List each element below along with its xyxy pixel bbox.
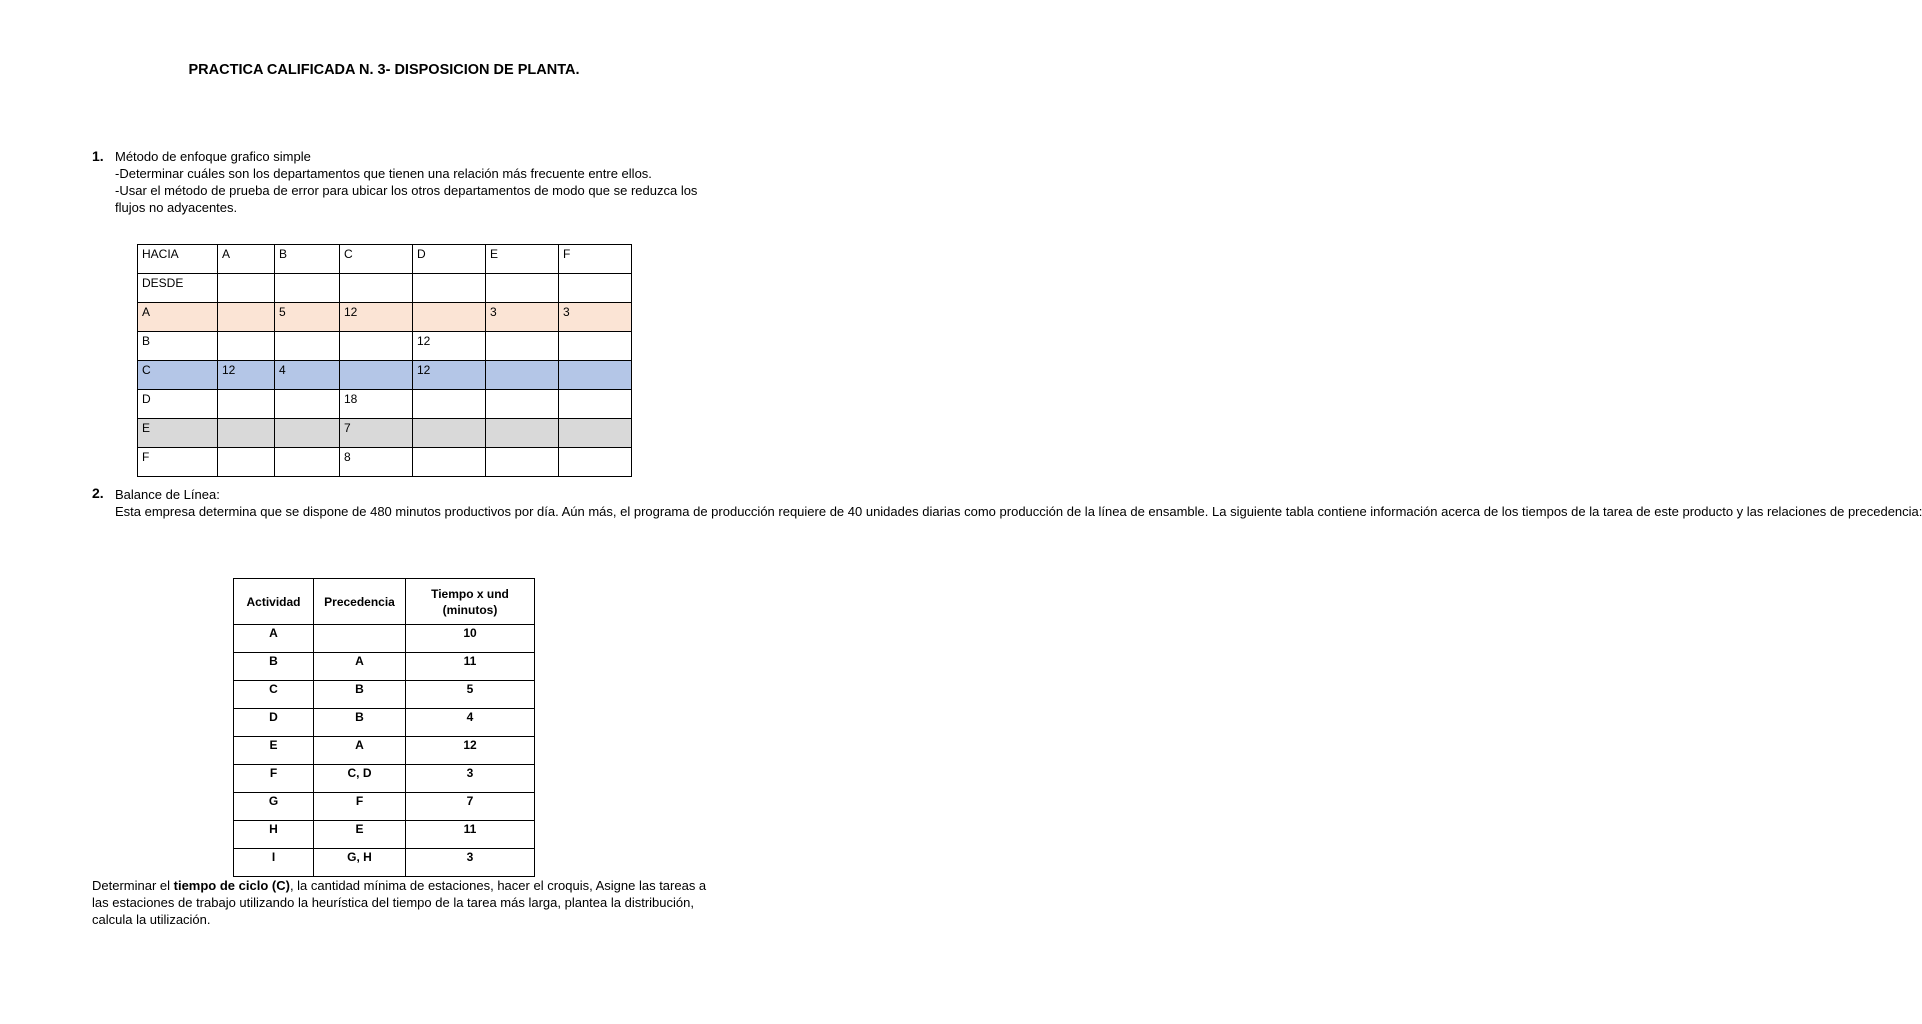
flow-cell: 3 (486, 303, 559, 332)
flow-cell (413, 274, 486, 303)
flow-row-label: E (138, 419, 218, 448)
flow-header-cell: B (275, 245, 340, 274)
precedence-cell: B (314, 681, 406, 709)
section-2-heading: Balance de Línea: (115, 487, 220, 502)
activity-cell: A (234, 625, 314, 653)
section-2-text (115, 486, 1922, 520)
activity-cell: C (234, 681, 314, 709)
flow-cell: 12 (413, 332, 486, 361)
flow-row-label: F (138, 448, 218, 477)
flow-row-label: D (138, 390, 218, 419)
time-cell: 11 (406, 653, 535, 681)
flow-cell: 4 (275, 361, 340, 390)
time-cell: 12 (406, 737, 535, 765)
flow-cell: 12 (413, 361, 486, 390)
section-2-paragraph: Esta empresa determina que se dispone de 480 minutos productivos por día. Aún más, el programa de producción requiere de 40 unidades diarias como producción de la línea de ensamble. La siguiente tabla contiene información acerca de los tiempos de la tarea de este producto y las relaciones de precedencia: (115, 504, 1922, 519)
line-balance-row (234, 821, 535, 849)
flow-header-cell: E (486, 245, 559, 274)
activity-cell: G (234, 793, 314, 821)
closing-instructions (92, 877, 720, 928)
time-cell: 5 (406, 681, 535, 709)
flow-header-cell: DESDE (138, 274, 218, 303)
flow-cell (218, 332, 275, 361)
line-balance-header-cell: Actividad (234, 579, 314, 625)
flow-cell (218, 390, 275, 419)
flow-cell (340, 361, 413, 390)
flow-table-row (138, 448, 632, 477)
flow-row-label: B (138, 332, 218, 361)
time-cell: 3 (406, 765, 535, 793)
flow-table-row (138, 419, 632, 448)
flow-cell (218, 274, 275, 303)
precedence-cell: G, H (314, 849, 406, 877)
flow-cell: 12 (340, 303, 413, 332)
flow-table-row (138, 303, 632, 332)
flow-cell (486, 448, 559, 477)
section-1-line: Método de enfoque grafico simple (115, 149, 311, 164)
flow-table-header-row (138, 245, 632, 274)
precedence-cell: A (314, 737, 406, 765)
closing-rest: , la cantidad mínima de estaciones, hacer el croquis, Asigne las tareas a las estaciones de trabajo utilizando la heurística del tiempo de la tarea más larga, plantea la distribución, calcula la utilización. (92, 878, 707, 927)
flow-cell (559, 332, 632, 361)
flow-cell (275, 419, 340, 448)
precedence-cell: B (314, 709, 406, 737)
line-balance-header-row (234, 579, 535, 625)
section-1-line: flujos no adyacentes. (115, 200, 238, 215)
line-balance-header-cell: Precedencia (314, 579, 406, 625)
flow-cell: 5 (275, 303, 340, 332)
activity-cell: B (234, 653, 314, 681)
precedence-cell: E (314, 821, 406, 849)
flow-cell: 7 (340, 419, 413, 448)
section-1-text (115, 148, 697, 216)
flow-cell: 3 (559, 303, 632, 332)
cycle-time-term: tiempo de ciclo (C) (173, 878, 290, 893)
line-balance-row (234, 849, 535, 877)
line-balance-row (234, 625, 535, 653)
flow-cell (275, 390, 340, 419)
flow-cell (413, 419, 486, 448)
flow-cell (559, 274, 632, 303)
flow-cell (486, 419, 559, 448)
section-1-number: 1. (92, 148, 104, 164)
flow-header-cell: F (559, 245, 632, 274)
flow-cell (275, 274, 340, 303)
flow-cell (486, 361, 559, 390)
closing-prefix: Determinar el (92, 878, 174, 893)
line-balance-header-cell: Tiempo x und (minutos) (406, 579, 535, 625)
flow-table-row (138, 332, 632, 361)
flow-table (137, 244, 632, 477)
flow-cell (413, 390, 486, 419)
flow-cell (559, 448, 632, 477)
flow-cell (218, 303, 275, 332)
activity-cell: E (234, 737, 314, 765)
precedence-cell: C, D (314, 765, 406, 793)
line-balance-row (234, 793, 535, 821)
time-cell: 10 (406, 625, 535, 653)
line-balance-row (234, 653, 535, 681)
section-1-line: -Usar el método de prueba de error para ubicar los otros departamentos de modo que se reduzca los (115, 183, 698, 198)
flow-header-cell: A (218, 245, 275, 274)
flow-cell: 12 (218, 361, 275, 390)
flow-cell (486, 390, 559, 419)
time-cell: 3 (406, 849, 535, 877)
flow-cell (218, 448, 275, 477)
flow-row-label: A (138, 303, 218, 332)
flow-table-row (138, 390, 632, 419)
time-cell: 11 (406, 821, 535, 849)
time-cell: 7 (406, 793, 535, 821)
flow-header-cell: C (340, 245, 413, 274)
activity-cell: D (234, 709, 314, 737)
line-balance-table (233, 578, 535, 877)
flow-cell: 8 (340, 448, 413, 477)
flow-cell (486, 274, 559, 303)
flow-cell (218, 419, 275, 448)
flow-header-cell: HACIA (138, 245, 218, 274)
flow-cell (340, 274, 413, 303)
activity-cell: H (234, 821, 314, 849)
activity-cell: F (234, 765, 314, 793)
flow-cell (340, 332, 413, 361)
precedence-cell: F (314, 793, 406, 821)
section-2-number: 2. (92, 485, 104, 501)
section-1-line: -Determinar cuáles son los departamentos que tienen una relación más frecuente entre ellos. (115, 166, 652, 181)
flow-cell (275, 448, 340, 477)
flow-row-label: C (138, 361, 218, 390)
time-cell: 4 (406, 709, 535, 737)
flow-table-row (138, 361, 632, 390)
flow-cell (559, 361, 632, 390)
flow-cell (275, 332, 340, 361)
flow-table-header-row (138, 274, 632, 303)
flow-cell (413, 448, 486, 477)
flow-cell (413, 303, 486, 332)
flow-cell (559, 419, 632, 448)
flow-cell: 18 (340, 390, 413, 419)
line-balance-row (234, 765, 535, 793)
line-balance-row (234, 681, 535, 709)
line-balance-row (234, 737, 535, 765)
flow-header-cell: D (413, 245, 486, 274)
precedence-cell (314, 625, 406, 653)
precedence-cell: A (314, 653, 406, 681)
flow-cell (559, 390, 632, 419)
activity-cell: I (234, 849, 314, 877)
line-balance-row (234, 709, 535, 737)
flow-cell (486, 332, 559, 361)
page-title: PRACTICA CALIFICADA N. 3- DISPOSICION DE PLANTA. (188, 62, 580, 78)
